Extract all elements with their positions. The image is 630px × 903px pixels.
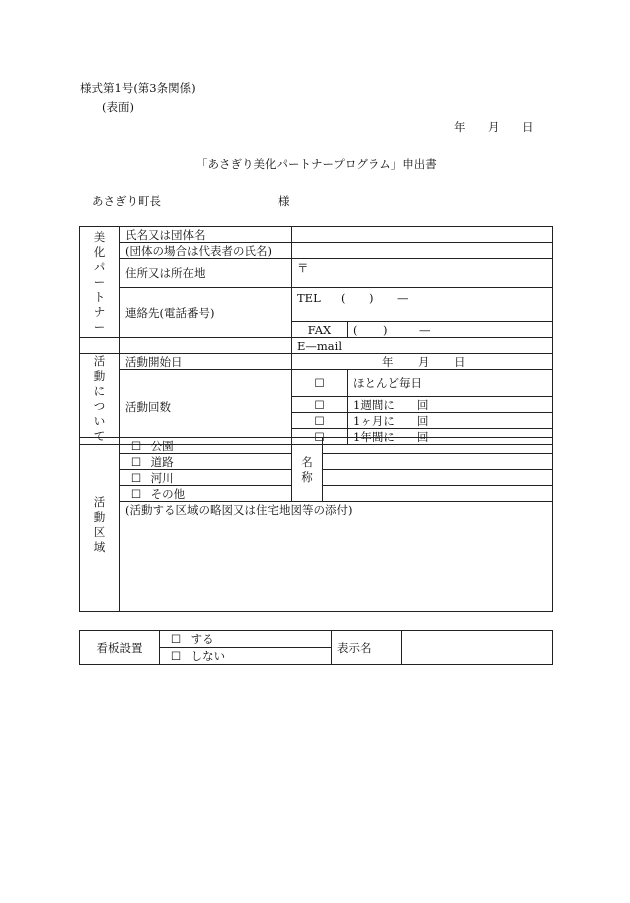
honorific: 様: [278, 194, 290, 208]
representative-label: (団体の場合は代表者の氏名): [120, 243, 292, 259]
start-date-label: 活動開始日: [120, 354, 292, 370]
area-map-field[interactable]: [120, 502, 553, 612]
fax-field[interactable]: ( ) —: [348, 322, 553, 338]
postal-mark: 〒: [297, 261, 309, 275]
email-label: E—mail: [297, 338, 343, 353]
frequency-checkbox-monthly[interactable]: ☐: [292, 413, 348, 429]
date-day-label: 日: [522, 120, 534, 134]
area-section-label: 活 動 区 域: [80, 438, 120, 612]
email-field[interactable]: [292, 338, 553, 354]
area-name-field-3[interactable]: [323, 470, 553, 486]
date-year-label: 年: [454, 120, 466, 134]
area-name-field-4[interactable]: [323, 486, 553, 502]
signboard-table: [79, 630, 553, 665]
address-field[interactable]: [292, 259, 553, 288]
area-name-field-2[interactable]: [323, 454, 553, 470]
addressee: あさぎり町長: [92, 194, 161, 208]
frequency-checkbox-daily[interactable]: ☐: [292, 370, 348, 397]
form-number: 様式第1号(第3条関係): [80, 81, 196, 95]
area-option-other[interactable]: ☐ その他: [120, 486, 292, 502]
email-row-spacer: [120, 338, 292, 354]
signboard-label: 看板設置: [80, 631, 160, 665]
frequency-option-yearly: 1年間に 回: [348, 429, 553, 445]
frequency-option-monthly: 1ヶ月に 回: [348, 413, 553, 429]
document-title: 「あさぎり美化パートナープログラム」申出書: [196, 157, 437, 171]
name-label: 氏名又は団体名: [120, 227, 292, 243]
fax-label: FAX: [292, 322, 348, 338]
area-name-field-1[interactable]: [323, 438, 553, 454]
frequency-checkbox-weekly[interactable]: ☐: [292, 397, 348, 413]
area-option-river[interactable]: ☐ 河川: [120, 470, 292, 486]
name-field[interactable]: [292, 227, 553, 243]
contact-label: 連絡先(電話番号): [120, 288, 292, 338]
signboard-option-no[interactable]: ☐ しない: [160, 648, 332, 665]
frequency-label: 活動回数: [120, 370, 292, 445]
date-month-label: 月: [488, 120, 500, 134]
activity-section-label: 活 動 に つ い て: [80, 354, 120, 445]
area-name-label: 名 称: [292, 438, 323, 502]
partner-section-label: 美 化 パ ー ト ナ ー: [80, 227, 120, 338]
representative-field[interactable]: [292, 243, 553, 259]
address-label: 住所又は所在地: [120, 259, 292, 288]
display-name-label: 表示名: [332, 631, 402, 665]
form-side: (表面): [102, 100, 134, 114]
frequency-option-weekly: 1週間に 回: [348, 397, 553, 413]
frequency-checkbox-yearly[interactable]: ☐: [292, 429, 348, 445]
email-row-spacer: [80, 338, 120, 354]
area-option-park[interactable]: ☐ 公園: [120, 438, 292, 454]
start-date-field[interactable]: 年 月 日: [292, 354, 553, 370]
frequency-option-daily: ほとんど毎日: [348, 370, 553, 397]
area-table: [79, 437, 553, 612]
area-option-road[interactable]: ☐ 道路: [120, 454, 292, 470]
display-name-field[interactable]: [402, 631, 553, 665]
signboard-option-yes[interactable]: ☐ する: [160, 631, 332, 648]
partner-table: [79, 226, 553, 445]
area-map-note: (活動する区域の略図又は住宅地図等の添付): [125, 503, 353, 517]
tel-field[interactable]: TEL ( ) —: [292, 288, 553, 322]
